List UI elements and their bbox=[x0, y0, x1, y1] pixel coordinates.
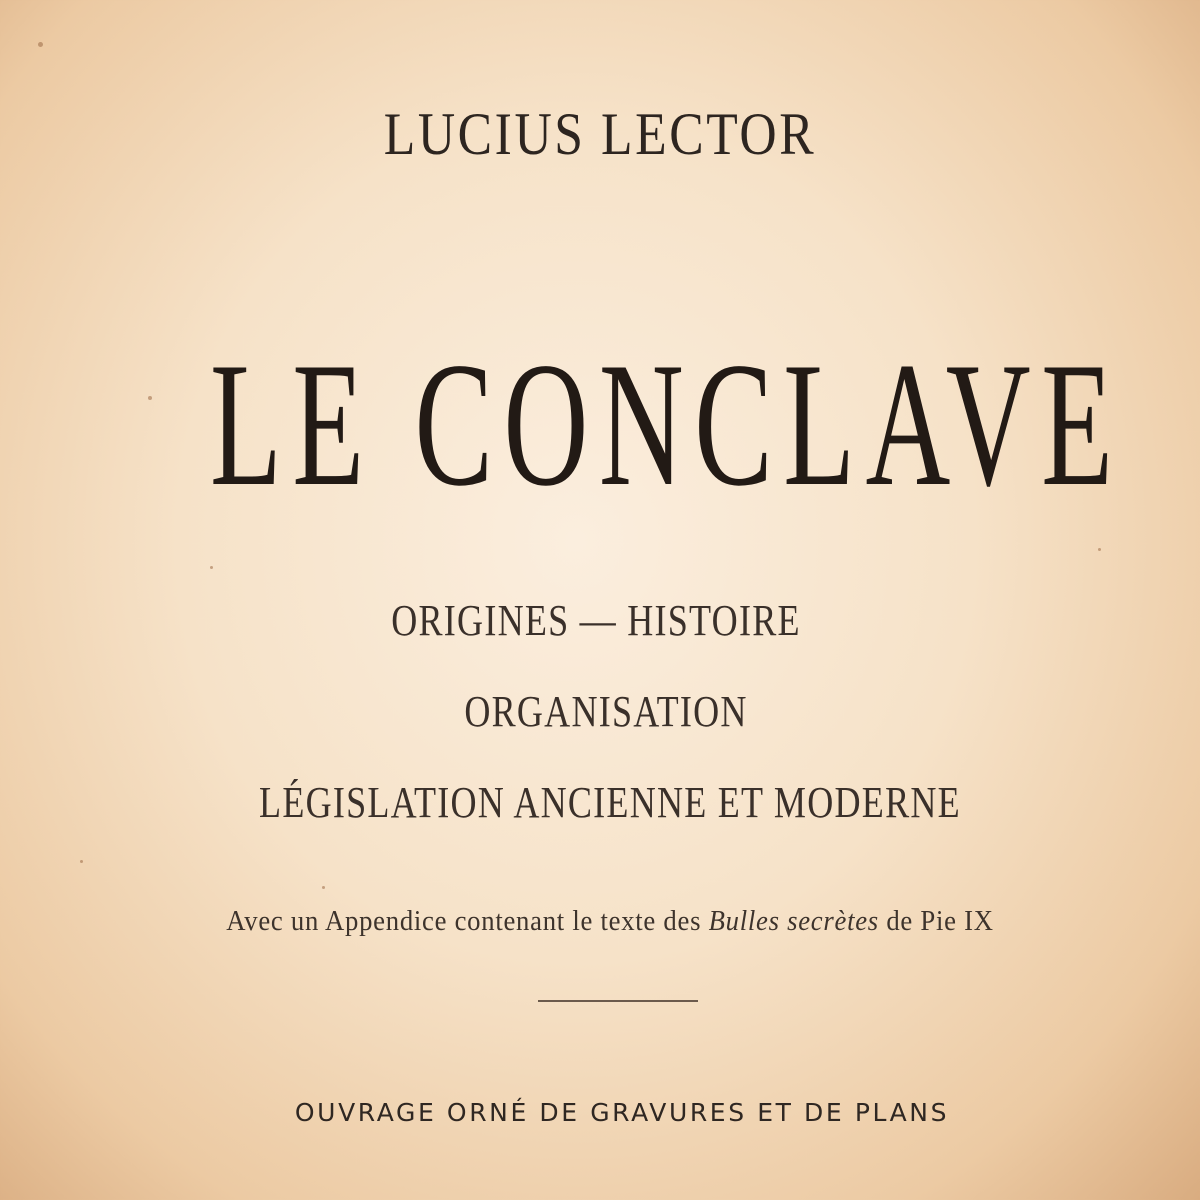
paper-speck bbox=[322, 886, 325, 889]
paper-speck bbox=[210, 566, 213, 569]
paper-speck bbox=[38, 42, 43, 47]
author-name: LUCIUS LECTOR bbox=[383, 101, 817, 167]
paper-speck bbox=[1098, 548, 1101, 551]
appendix-italic: Bulles secrètes bbox=[708, 905, 879, 937]
paper-speck bbox=[80, 860, 83, 863]
appendix-note bbox=[58, 905, 1162, 938]
footer-line: OUVRAGE ORNÉ DE GRAVURES ET DE PLANS bbox=[294, 1098, 950, 1127]
subtitle-line-1: ORIGINES — HISTOIRE bbox=[391, 596, 801, 645]
divider-rule bbox=[538, 1000, 698, 1002]
subtitle-line-3: LÉGISLATION ANCIENNE ET MODERNE bbox=[259, 778, 961, 827]
appendix-suffix: de Pie IX bbox=[878, 905, 994, 937]
subtitle-line-2: ORGANISATION bbox=[464, 687, 748, 736]
book-title: LE CONCLAVE bbox=[209, 325, 1124, 523]
paper-speck bbox=[148, 396, 152, 400]
appendix-prefix: Avec un Appendice contenant le texte des bbox=[226, 905, 709, 937]
